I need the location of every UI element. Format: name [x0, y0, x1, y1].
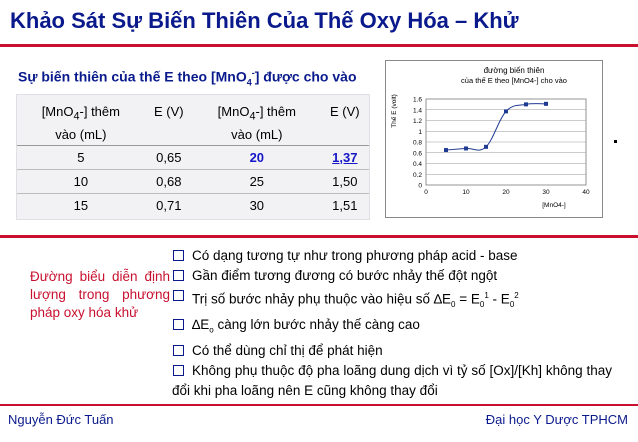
table-header-row [17, 95, 369, 145]
footer-institution: Đại học Y Dược TPHCM [485, 412, 628, 427]
cell-potential: 1,50 [321, 169, 369, 193]
cell-potential: 0,68 [145, 169, 193, 193]
col-header-volume-2: [MnO$_4$-] thêm vào (mL) [193, 95, 321, 145]
list-item: Gần điểm tương đương có bước nhảy thế đột ngột [172, 266, 612, 286]
cell-volume: 10 [17, 169, 145, 193]
footer-author: Nguyễn Đức Tuấn [8, 412, 114, 427]
cell-volume-highlight: 20 [193, 145, 321, 169]
chart-x-tick-label: 0 [424, 189, 428, 196]
cell-potential: 0,71 [145, 193, 193, 217]
chart-x-label: [MnO4-] [542, 202, 566, 209]
chart-subtitle: của thế E theo [MnO4-] cho vào [461, 76, 567, 85]
list-item: Không phụ thuộc độ pha loãng dung dịch vì tỷ số [Ox]/[Kh] không thay đổi khi pha loãng nên E cũng không thay đổi [172, 362, 612, 398]
checkbox-bullet-icon [173, 345, 184, 356]
chart-point [524, 102, 528, 106]
cell-potential-highlight: 1,37 [321, 145, 369, 169]
chart-y-tick-label: 0.6 [412, 150, 422, 158]
cell-volume: 5 [17, 145, 145, 169]
chart-x-tick-label: 40 [582, 189, 590, 196]
chart-point [544, 102, 548, 106]
section-divider [0, 235, 638, 238]
subtitle-text-post: ] được cho vào [254, 68, 357, 85]
chart-point [484, 145, 488, 149]
list-item: Trị số bước nhảy phụ thuộc vào hiệu số $\Delta E_0 = E_0^1 - E_0^2$ [172, 286, 612, 315]
checkbox-bullet-icon [173, 365, 184, 376]
chart-ticks [413, 97, 590, 197]
bullet-list [172, 246, 612, 401]
list-item: Có thể dùng chỉ thị để phát hiện [172, 341, 612, 361]
chart-point [464, 146, 468, 150]
table-row [17, 169, 369, 193]
checkbox-bullet-icon [173, 250, 184, 261]
chart-point [444, 148, 448, 152]
cell-volume: 25 [193, 169, 321, 193]
chart-x-tick-label: 30 [542, 189, 550, 196]
col-header-volume-1: [MnO$_4$-] thêm vào (mL) [17, 95, 145, 145]
checkbox-bullet-icon [173, 319, 184, 330]
chart-y-tick-label: 0.2 [412, 171, 422, 179]
checkbox-bullet-icon [173, 270, 184, 281]
chart-y-tick-label: 0.8 [412, 139, 422, 147]
chart-x-tick-label: 20 [502, 189, 510, 196]
col-header-potential-1: E (V) [145, 95, 193, 145]
cell-potential: 1,51 [321, 193, 369, 217]
table-row [17, 193, 369, 217]
chart-y-tick-label: 0 [418, 182, 422, 190]
section-subtitle [18, 68, 357, 87]
chart-y-label: Thế E (volt) [391, 94, 398, 128]
chart-x-tick-label: 10 [462, 189, 470, 196]
cell-potential: 0,65 [145, 145, 193, 169]
checkbox-bullet-icon [173, 290, 184, 301]
chart-y-tick-label: 1.6 [412, 96, 422, 104]
chart-y-tick-label: 1.4 [412, 107, 422, 115]
cell-volume: 15 [17, 193, 145, 217]
title-divider [0, 44, 638, 47]
subtitle-sub: 4 [246, 77, 252, 88]
cell-volume: 30 [193, 193, 321, 217]
chart-series [444, 102, 548, 152]
chart-svg [386, 61, 604, 219]
chart-y-tick-label: 1 [418, 128, 422, 136]
chart-y-tick-label: 0.4 [412, 161, 422, 168]
list-item: Có dạng tương tự như trong phương pháp acid - base [172, 246, 612, 266]
subtitle-text-pre: Sự biến thiên của thế E theo [MnO [18, 68, 247, 85]
chart-y-tick-label: 1.2 [412, 118, 422, 125]
chart-title: đường biến thiên [483, 66, 545, 75]
footer-divider [0, 404, 638, 406]
side-note: Đường biểu diễn định lượng trong phương pháp oxy hóa khử [30, 269, 170, 320]
chart-point [504, 109, 508, 113]
titration-table [17, 95, 369, 217]
slide-title: Khảo Sát Sự Biến Thiên Của Thế Oxy Hóa – Khử [10, 8, 519, 33]
chart-series-line [446, 104, 546, 151]
titration-table-panel [16, 94, 370, 220]
table-row [17, 145, 369, 169]
decor-mark [614, 140, 617, 143]
list-item: $\Delta E_o$ càng lớn bước nhảy thế càng cao [172, 315, 612, 341]
subtitle-sup: - [251, 68, 255, 78]
col-header-potential-2: E (V) [321, 95, 369, 145]
potential-chart [385, 60, 603, 218]
